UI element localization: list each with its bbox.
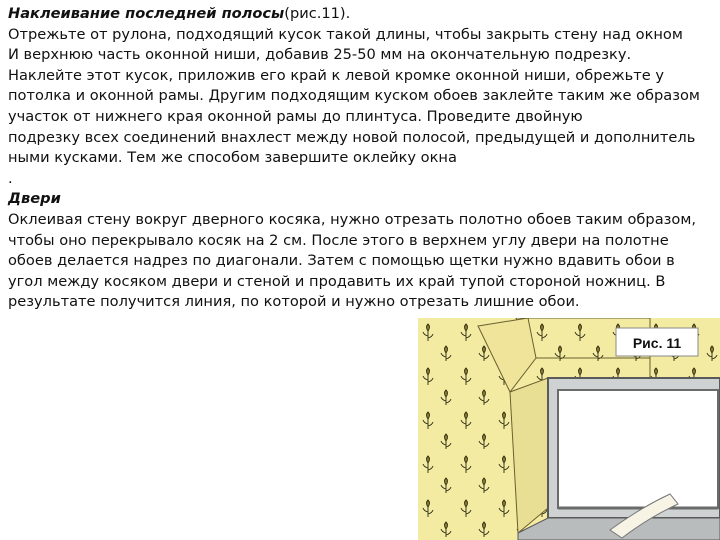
section1-line: . [8,169,13,187]
section2-heading-line [8,189,713,210]
section1-line: Наклейте этот кусок, приложив его край к левой кромке оконной ниши, обрежьте у [8,66,664,84]
section1-line: потолка и оконной рамы. Другим подходящим куском обоев заклейте таким же образом [8,87,700,105]
section1-line: ными кусками. Тем же способом завершите оклейку окна [8,149,457,167]
section2-line: результате получится линия, по которой и нужно отрезать лишние обои. [8,293,580,311]
section1-line: подрезку всех соединений внахлест между новой полосой, предыдущей и дополнитель [8,128,696,146]
section2-line: обоев делается надрез по диагонали. Затем с помощью щетки нужно вдавить обои в [8,252,675,270]
section1-heading-line [8,4,713,25]
section1-heading-suffix: (рис.11). [284,5,351,22]
section1-line: Отрежьте от рулона, подходящий кусок такой длины, чтобы закрыть стену над окном [8,25,683,43]
section1-line: И верхнюю часть оконной ниши, добавив 25-50 мм на окончательную подрезку. [8,46,632,64]
document-text [8,4,713,313]
figure-label: Рис. 11 [632,335,682,351]
wallpaper-window-illustration [418,318,720,540]
illustration-svg [418,318,720,540]
section2-line: Оклеивая стену вокруг дверного косяка, нужно отрезать полотно обоев таким образом, [8,210,696,228]
section2-line: угол между косяком двери и стеной и продавить их край тупой стороной ножниц. В [8,272,666,290]
section1-heading: Наклеивание последней полосы [8,5,285,22]
section1-line: участок от нижнего края оконной рамы до плинтуса. Проведите двойную [8,107,583,125]
section2-heading: Двери [8,190,61,208]
section2-line: чтобы оно перекрывало косяк на 2 см. После этого в верхнем углу двери на полотне [8,231,669,249]
